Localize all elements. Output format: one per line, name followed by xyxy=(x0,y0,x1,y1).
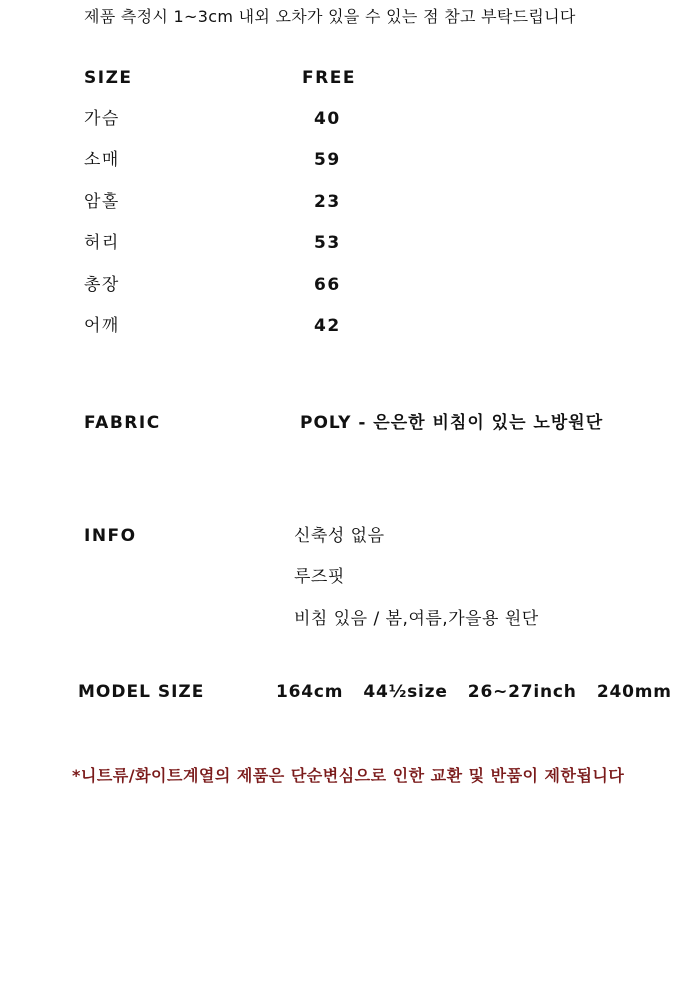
size-row-label: 소매 xyxy=(84,150,120,170)
fabric-value: POLY - 은은한 비침이 있는 노방원단 xyxy=(300,413,604,433)
size-row-label: 가슴 xyxy=(84,109,120,129)
info-line: 비침 있음 / 봄,여름,가을용 원단 xyxy=(294,609,539,629)
return-warning: *니트류/화이트계열의 제품은 단순변심으로 인한 교환 및 반품이 제한됩니다 xyxy=(72,766,625,785)
size-row-value: 40 xyxy=(314,109,341,129)
size-row-value: 42 xyxy=(314,316,341,336)
size-row-value: 59 xyxy=(314,150,341,170)
fabric-label: FABRIC xyxy=(84,413,161,433)
info-label: INFO xyxy=(84,526,137,546)
size-notice: 제품 측정시 1~3cm 내외 오차가 있을 수 있는 점 참고 부탁드립니다 xyxy=(84,7,576,26)
size-row-value: 66 xyxy=(314,275,341,295)
info-line: 신축성 없음 xyxy=(294,526,385,546)
size-row-label: 암홀 xyxy=(84,192,120,212)
size-row-label: 어깨 xyxy=(84,316,120,336)
size-row-value: 53 xyxy=(314,233,341,253)
model-value: 164cm 44½size 26~27inch 240mm xyxy=(276,682,672,702)
size-row-label: 총장 xyxy=(84,275,120,295)
size-header-label: SIZE xyxy=(84,68,133,88)
size-row-label: 허리 xyxy=(84,233,120,253)
size-row-value: 23 xyxy=(314,192,341,212)
model-label: MODEL SIZE xyxy=(78,682,205,702)
info-line: 루즈핏 xyxy=(294,567,345,587)
size-header-value: FREE xyxy=(302,68,356,88)
